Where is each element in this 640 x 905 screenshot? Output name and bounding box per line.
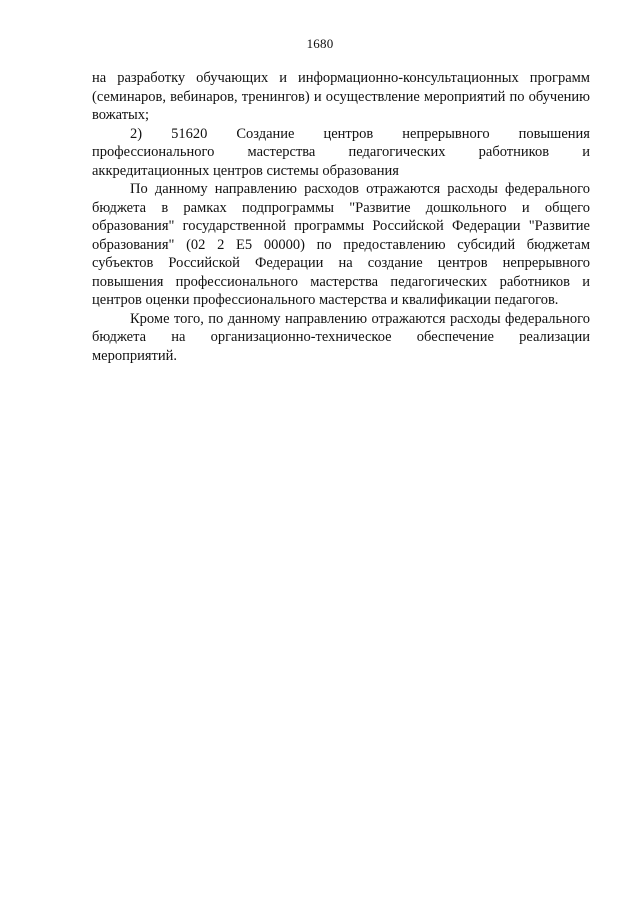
paragraph-additional: Кроме того, по данному направлению отражаются расходы федерального бюджета на организационно-техническое обеспечение реализации мероприятий.: [92, 310, 590, 364]
paragraph-continuation: на разработку обучающих и информационно-консультационных программ (семинаров, вебинаров, тренингов) и осуществление мероприятий по обучению вожатых;: [92, 70, 590, 123]
item-word: повышения: [518, 125, 590, 142]
list-item-line-1: [92, 125, 590, 144]
item-word: работников: [478, 144, 550, 160]
item-word: и: [582, 144, 590, 160]
list-item-51620: [92, 125, 590, 181]
item-word: педагогических: [348, 144, 446, 160]
paragraph-direction: По данному направлению расходов отражаются расходы федерального бюджета в рамках подпрограммы "Развитие дошкольного и общего образования" государственной программы Российской Федерации "Развитие образования" (02 2 Е5 00000) по предоставлению субсидий бюджетам субъектов Российской Федерации на создание центров непрерывного повышения профессионального мастерства педагогических работников и центров оценки профессионального мастерства и квалификации педагогов.: [92, 181, 590, 308]
budget-code: 51620: [171, 125, 208, 142]
list-item-marker: 2): [130, 125, 143, 142]
document-body: [92, 69, 590, 365]
item-word: профессионального: [92, 144, 215, 160]
page-number: 1680: [306, 36, 334, 51]
item-word: центров: [323, 125, 374, 142]
item-word: Создание: [236, 125, 295, 142]
item-word: мастерства: [247, 144, 316, 160]
list-item-line-3: аккредитационных центров системы образования: [92, 162, 399, 179]
list-item-line-2: [92, 143, 590, 162]
item-word: непрерывного: [402, 125, 490, 142]
